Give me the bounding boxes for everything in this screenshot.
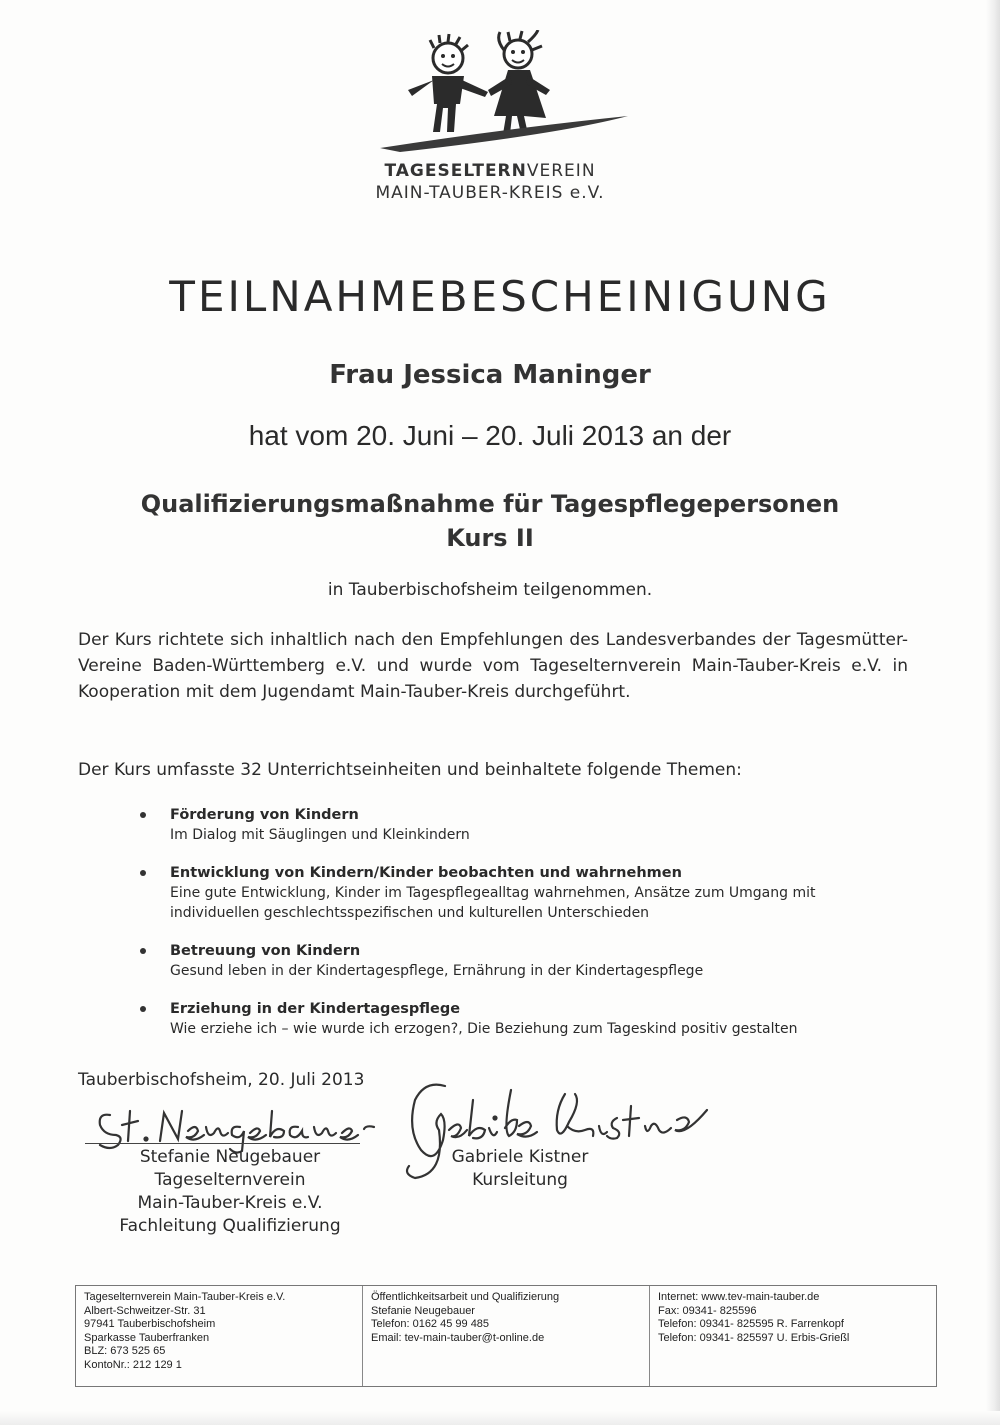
footer-line: Telefon: 0162 45 99 485: [371, 1318, 490, 1331]
footer-line: Stefanie Neugebauer: [371, 1304, 475, 1317]
topic-list: [140, 805, 900, 1057]
footer-line: Öffentlichkeitsarbeit und Qualifizierung: [371, 1291, 560, 1303]
children-logo-icon: [360, 30, 650, 160]
bullet-icon: [140, 870, 146, 876]
topic-title: Entwicklung von Kindern/Kinder beobachten und wahrnehmen: [170, 865, 682, 881]
topic-description: Wie erziehe ich – wie wurde ich erzogen?, Die Beziehung zum Tageskind positiv gestalten: [170, 1021, 798, 1037]
topic-title: Erziehung in der Kindertagespflege: [170, 1001, 461, 1017]
footer-line: Fax: 09341- 825596: [658, 1304, 757, 1317]
signatory-name: Gabriele Kistner: [451, 1147, 589, 1167]
bullet-icon: [140, 948, 146, 954]
footer-pr-column: [363, 1286, 650, 1386]
organization-name-bold: TAGESELTERN: [384, 161, 527, 181]
course-location: in Tauberbischofsheim teilgenommen.: [327, 580, 653, 600]
topic-title: Betreuung von Kindern: [170, 943, 361, 959]
signatory-role: Fachleitung Qualifizierung: [119, 1216, 341, 1236]
list-item: [140, 805, 900, 845]
signatory-neugebauer: [90, 1146, 370, 1238]
place-and-date: Tauberbischofsheim, 20. Juli 2013: [78, 1070, 365, 1090]
signatory-org-region: Main-Tauber-Kreis e.V.: [137, 1193, 323, 1213]
footer-address-column: [76, 1286, 363, 1386]
course-name-line2: Kurs II: [446, 524, 534, 552]
footer-line: KontoNr.: 212 129 1: [84, 1358, 182, 1371]
footer-contact-table: [75, 1285, 937, 1387]
list-item: [140, 999, 900, 1039]
bullet-icon: [140, 812, 146, 818]
recipient-name: Frau Jessica Maninger: [329, 360, 651, 390]
course-name: [60, 487, 920, 555]
topic-description: Im Dialog mit Säuglingen und Kleinkindern: [170, 827, 470, 843]
footer-line: Email: tev-main-tauber@t-online.de: [371, 1331, 545, 1344]
signatory-role: Kursleitung: [472, 1170, 568, 1190]
organization-region: MAIN-TAUBER-KREIS e.V.: [375, 183, 605, 203]
footer-contact-column: [650, 1286, 936, 1386]
signatory-name: Stefanie Neugebauer: [139, 1147, 321, 1167]
footer-line: Sparkasse Tauberfranken: [84, 1331, 210, 1344]
topic-description: Gesund leben in der Kindertagespflege, Ernährung in der Kindertagespflege: [170, 963, 704, 979]
scan-edge-bottom: [0, 1411, 1000, 1425]
organization-name: [340, 160, 640, 204]
certificate-title: TEILNAHMEBESCHEINIGUNG: [169, 272, 831, 321]
signatory-org: Tageselternverein: [154, 1170, 306, 1190]
footer-line: Telefon: 09341- 825595 R. Farrenkopf: [658, 1318, 844, 1331]
topic-description: Eine gute Entwicklung, Kinder im Tagespflegealltag wahrnehmen, Ansätze zum Umgang mit individuellen geschlechtsspezifischen und kulturellen Unterschieden: [170, 885, 816, 921]
footer-line: Internet: www.tev-main-tauber.de: [658, 1291, 820, 1303]
signatory-kistner: [420, 1146, 620, 1192]
topic-title: Förderung von Kindern: [170, 807, 359, 823]
scan-edge-right: [986, 0, 1000, 1425]
themes-intro: Der Kurs umfasste 32 Unterrichtseinheiten und beinhaltete folgende Themen:: [78, 760, 742, 780]
signature-line: [85, 1143, 360, 1144]
footer-line: Albert-Schweitzer-Str. 31: [84, 1304, 206, 1317]
footer-line: BLZ: 673 525 65: [84, 1345, 166, 1358]
list-item: [140, 863, 900, 923]
footer-line: Telefon: 09341- 825597 U. Erbis-Grießl: [658, 1331, 850, 1344]
course-period: hat vom 20. Juni – 20. Juli 2013 an der: [248, 420, 732, 451]
footer-line: 97941 Tauberbischofsheim: [84, 1318, 216, 1331]
course-description: Der Kurs richtete sich inhaltlich nach den Empfehlungen des Landesverbandes der Tagesmütter-Vereine Baden-Württemberg e.V. und wurde vom Tageselternverein Main-Tauber-Kreis e.V. in Kooperation mit dem Jugendamt Main-Tauber-Kreis durchgeführt.: [78, 630, 908, 702]
footer-line: Tageselternverein Main-Tauber-Kreis e.V.: [84, 1291, 286, 1303]
organization-name-rest: VEREIN: [526, 161, 596, 181]
course-name-line1: Qualifizierungsmaßnahme für Tagespflegepersonen: [140, 490, 840, 518]
bullet-icon: [140, 1006, 146, 1012]
list-item: [140, 941, 900, 981]
